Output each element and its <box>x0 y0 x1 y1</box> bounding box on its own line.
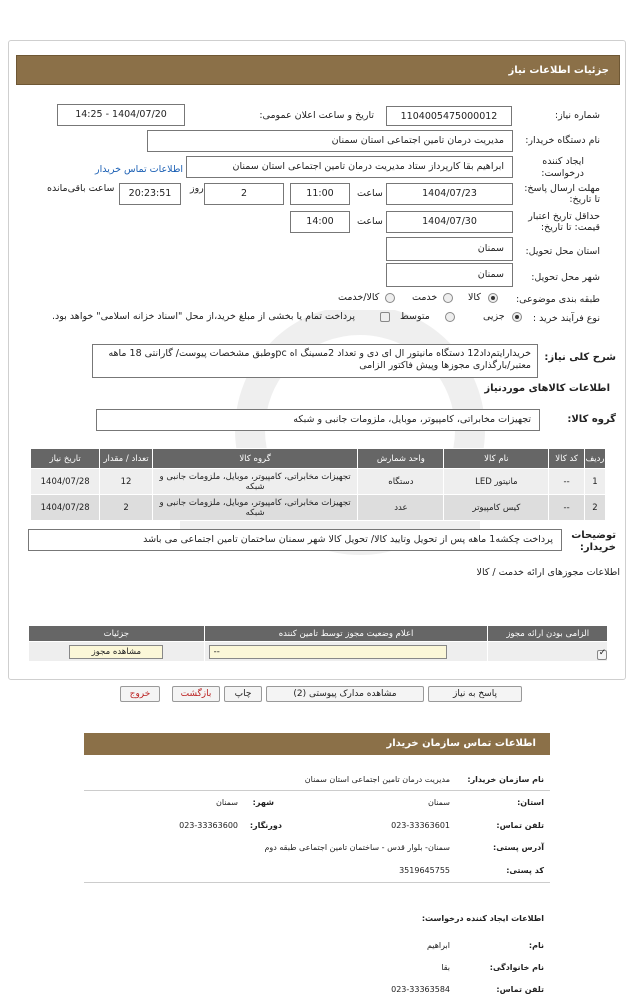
col-row: ردیف <box>584 449 605 469</box>
category-radio-goods[interactable] <box>488 293 498 303</box>
process-minor-label: جزیی <box>483 311 505 322</box>
summary-label: شرح کلی نیاز: <box>544 352 616 363</box>
permit-required-cell <box>488 642 608 662</box>
phone-value: 023-33363601 <box>391 821 450 830</box>
city-label: شهر محل تحویل: <box>531 272 600 283</box>
col-qty: تعداد / مقدار <box>100 449 152 469</box>
family-value: بقا <box>441 963 450 972</box>
print-button[interactable]: چاپ <box>224 686 262 702</box>
category-goods-label: کالا <box>468 292 481 303</box>
city-contact-value: سمنان <box>215 798 238 807</box>
province-contact-value: سمنان <box>427 798 450 807</box>
divider <box>84 790 550 791</box>
validity-time-field: 14:00 <box>290 211 350 233</box>
creator-label: ایجاد کننده درخواست: <box>541 156 584 179</box>
reply-button[interactable]: پاسخ به نیاز <box>428 686 522 702</box>
buyer-notes-text: پرداخت چکشه1 ماهه پس از تحویل وتایید کالا/ تحویل کالا شهر سمنان ساختمان تامین اجتماعی می باشد <box>28 529 562 551</box>
cell: 1404/07/28 <box>31 469 100 495</box>
process-radio-medium[interactable] <box>445 312 455 322</box>
name-value: ابراهیم <box>426 941 450 950</box>
deadline-time-field: 11:00 <box>290 183 350 205</box>
deadline-date-field: 1404/07/23 <box>386 183 513 205</box>
cell: مانیتور LED <box>444 469 549 495</box>
goods-title: اطلاعات کالاهای موردنیاز <box>484 383 610 394</box>
creator-phone-value: 023-33363584 <box>391 985 450 994</box>
process-label: نوع فرآیند خرید : <box>532 313 600 324</box>
announce-field: 1404/07/20 - 14:25 <box>57 104 185 126</box>
category-both-label: کالا/خدمت <box>338 292 380 303</box>
cell: -- <box>549 495 585 521</box>
permit-col-details: جزئیات <box>29 626 205 642</box>
cell: 12 <box>100 469 152 495</box>
cell: کیس کامپیوتر <box>444 495 549 521</box>
province-label: استان محل تحویل: <box>525 246 600 257</box>
address-label: آدرس پستی: <box>493 843 544 852</box>
postal-value: 3519645755 <box>399 866 450 875</box>
cell: 2 <box>100 495 152 521</box>
permit-col-required: الزامی بودن ارائه مجوز <box>488 626 608 642</box>
treasury-checkbox[interactable] <box>380 312 390 322</box>
deadline-time-label: ساعت <box>357 188 383 199</box>
need-number-label: شماره نیاز: <box>554 110 600 121</box>
buyer-label: نام دستگاه خریدار: <box>525 135 600 146</box>
permits-table <box>28 625 608 662</box>
cell: 1404/07/28 <box>31 495 100 521</box>
col-unit: واحد شمارش <box>358 449 444 469</box>
cell: تجهیزات مخابراتی، کامپیوتر، موبایل، ملزومات جانبی و شبکه <box>152 469 358 495</box>
view-docs-button[interactable]: مشاهده مدارک پیوستی (2) <box>266 686 424 702</box>
creator-field: ابراهیم بقا کارپرداز ستاد مدیریت درمان تامین اجتماعی استان سمنان <box>186 156 513 178</box>
category-label: طبقه بندی موضوعی: <box>515 294 600 305</box>
city-contact-label: شهر: <box>252 798 274 807</box>
table-row <box>29 642 608 662</box>
category-radio-service[interactable] <box>443 293 453 303</box>
need-number-field: 1104005475000012 <box>386 106 512 126</box>
validity-date-field: 1404/07/30 <box>386 211 513 233</box>
permit-col-status: اعلام وضعیت مجوز توسط تامین کننده <box>204 626 488 642</box>
cell: -- <box>549 469 585 495</box>
buyer-field: مدیریت درمان تامین اجتماعی استان سمنان <box>147 130 513 152</box>
org-value: مدیریت درمان تامین اجتماعی استان سمنان <box>304 775 450 784</box>
col-code: کد کالا <box>549 449 585 469</box>
goods-table-header <box>31 449 606 469</box>
view-permit-button[interactable]: مشاهده مجوز <box>69 645 163 659</box>
province-field: سمنان <box>386 237 513 261</box>
phone-label: تلفن تماس: <box>496 821 544 830</box>
announce-label: تاریخ و ساعت اعلان عمومی: <box>259 110 374 121</box>
goods-group-field: تجهیزات مخابراتی، کامپیوتر، موبایل، ملزومات جانبی و شبکه <box>96 409 540 431</box>
buyer-contact-link[interactable]: اطلاعات تماس خریدار <box>95 164 184 175</box>
col-date: تاریخ نیاز <box>31 449 100 469</box>
province-contact-label: استان: <box>517 798 544 807</box>
validity-label: حداقل تاریخ اعتبار قیمت: تا تاریخ: <box>528 211 600 233</box>
goods-table <box>30 448 606 521</box>
category-service-label: خدمت <box>412 292 438 303</box>
validity-time-label: ساعت <box>357 216 383 227</box>
fax-label: دورنگار: <box>249 821 282 830</box>
address-value: سمنان- بلوار قدس - ساختمان تامین اجتماعی طبقه دوم <box>264 843 450 852</box>
city-field: سمنان <box>386 263 513 287</box>
creator-phone-label: تلفن تماس: <box>496 985 544 994</box>
cell: دستگاه <box>358 469 444 495</box>
process-radio-minor[interactable] <box>512 312 522 322</box>
days-label: روز <box>190 183 204 194</box>
check-icon: ✓ <box>598 648 607 658</box>
cell: 1 <box>584 469 605 495</box>
creator-info-title: اطلاعات ایجاد کننده درخواست: <box>421 914 544 923</box>
divider <box>84 882 550 883</box>
permit-required-checkbox[interactable] <box>597 650 607 660</box>
col-name: نام کالا <box>444 449 549 469</box>
back-button[interactable]: بازگشت <box>172 686 220 702</box>
remaining-label: ساعت باقی‌مانده <box>47 183 115 194</box>
fax-value: 023-33363600 <box>179 821 238 830</box>
name-label: نام: <box>528 941 544 950</box>
summary-text: خریدارایتم‌داد12 دستگاه مانیتور ال ای دی و تعداد 2مسینگ اه pcوطبق مشخصات پیوست/ گارانتی 18 ماهه معتبر/بارگذاری مجوزها وپیش فاکتور الزامی <box>92 344 538 378</box>
buyer-notes-label: توضیحات خریدار: <box>571 530 616 553</box>
postal-label: کد پستی: <box>506 866 544 875</box>
cell: عدد <box>358 495 444 521</box>
deadline-label: مهلت ارسال پاسخ: تا تاریخ: <box>524 183 600 205</box>
org-label: نام سازمان خریدار: <box>467 775 544 784</box>
days-field: 2 <box>204 183 284 205</box>
permit-status-cell <box>204 642 488 662</box>
permits-title: اطلاعات مجوزهای ارائه خدمت / کالا <box>476 567 620 578</box>
permit-status-field: -- <box>209 645 447 659</box>
cell: تجهیزات مخابراتی، کامپیوتر، موبایل، ملزومات جانبی و شبکه <box>152 495 358 521</box>
goods-group-label: گروه کالا: <box>567 414 616 425</box>
payment-note: پرداخت تمام یا بخشی از مبلغ خرید،از محل "اسناد خزانه اسلامی" خواهد بود. <box>52 311 355 322</box>
process-medium-label: متوسط <box>400 311 430 322</box>
page-title: جزئیات اطلاعات نیاز <box>16 55 620 85</box>
contact-title: اطلاعات تماس سازمان خریدار <box>84 733 550 755</box>
permit-details-cell <box>29 642 205 662</box>
table-row <box>31 469 606 495</box>
family-label: نام خانوادگی: <box>489 963 544 972</box>
cell: 2 <box>584 495 605 521</box>
remaining-time-field: 20:23:51 <box>119 183 181 205</box>
table-row <box>31 495 606 521</box>
exit-button[interactable]: خروج <box>120 686 160 702</box>
category-radio-both[interactable] <box>385 293 395 303</box>
col-group: گروه کالا <box>152 449 358 469</box>
